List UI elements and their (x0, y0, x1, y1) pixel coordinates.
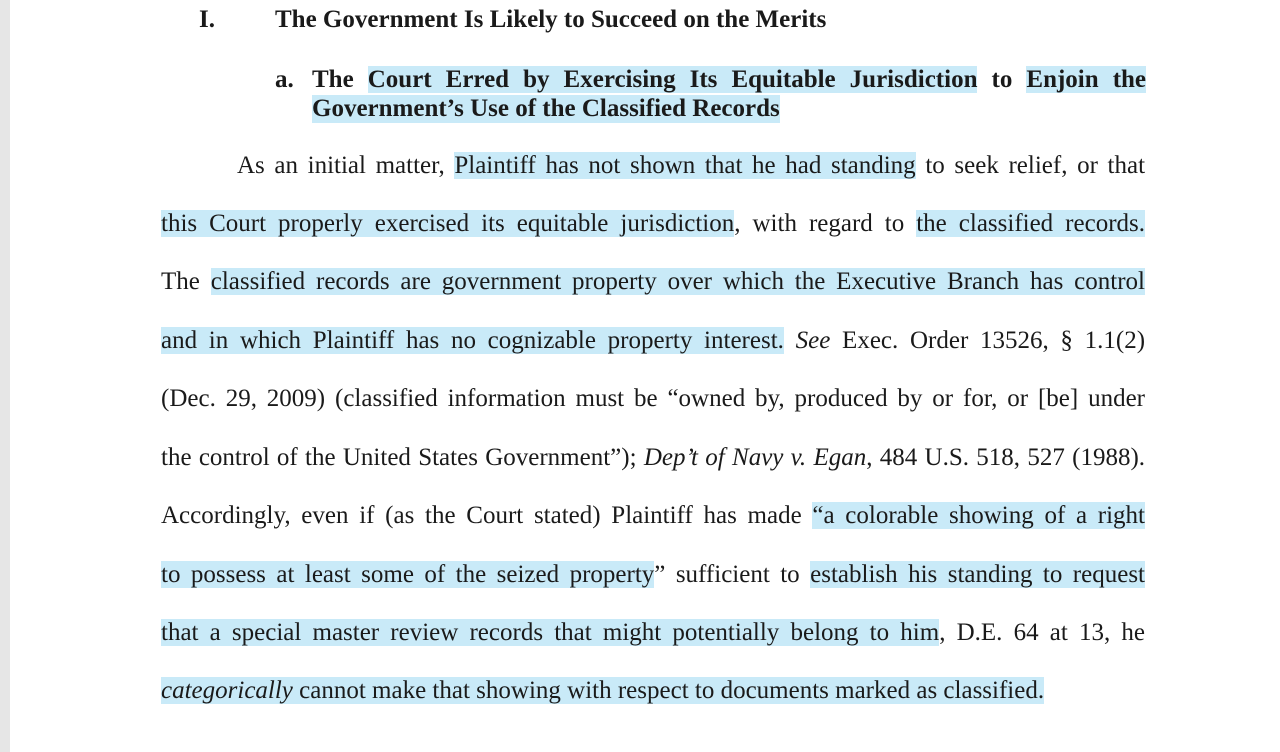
text-run: As an initial matter, (237, 152, 445, 179)
paragraph-line-4 (161, 326, 1145, 356)
paragraph-line-7 (161, 501, 1145, 531)
highlight-run: to possess at least some of the seized property (161, 561, 655, 588)
heading-2-highlight: Court Erred by Exercising Its Equitable Jurisdiction (367, 66, 978, 93)
text-run: , 484 U.S. 518, 527 (1988). (866, 444, 1146, 471)
text-run: the control of the United States Government”); (161, 444, 637, 471)
text-run: , with regard to (734, 210, 905, 237)
heading-2-title-line-1 (312, 66, 1146, 94)
highlight-run: establish his standing to request (810, 561, 1146, 588)
highlight-text: cannot make that showing with respect to documents marked as classified. (299, 677, 1045, 704)
case-name: Dep’t of Navy v. Egan (643, 444, 867, 471)
text-run: The (161, 268, 200, 295)
text-run: , D.E. 64 at 13, he (939, 619, 1145, 646)
heading-2-text: to (991, 66, 1013, 93)
paragraph-line-8 (161, 560, 1145, 590)
paragraph-line-3 (161, 267, 1145, 297)
text-run: to seek relief, or that (925, 152, 1146, 179)
page-left-edge (0, 0, 10, 752)
heading-2-title-line-2: Government’s Use of the Classified Records (312, 95, 780, 122)
text-run: ” sufficient to (654, 561, 800, 588)
emphasis: categorically (161, 677, 293, 704)
highlight-run: the classified records. (916, 210, 1145, 237)
heading-1-number: I. (199, 6, 215, 33)
text-run: Exec. Order 13526, § 1.1(2) (842, 327, 1146, 354)
highlight-run: “a colorable showing of a right (812, 502, 1146, 529)
citation-signal: See (795, 327, 831, 354)
highlight-run (161, 677, 1044, 704)
paragraph-line-5: (Dec. 29, 2009) (classified information must be “owned by, produced by or for, or [be] under (161, 385, 1145, 412)
text-run: Accordingly, even if (as the Court stated) Plaintiff has made (161, 502, 802, 529)
highlight-run: this Court properly exercised its equitable jurisdiction (161, 210, 735, 237)
highlight-run: Plaintiff has not shown that he had standing (454, 152, 916, 179)
paragraph-line-10 (161, 676, 1145, 706)
paragraph-line-1 (237, 151, 1145, 181)
heading-2-letter: a. (275, 66, 294, 93)
heading-2-text: The (312, 66, 354, 93)
paragraph-line-9 (161, 618, 1145, 648)
highlight-run: and in which Plaintiff has no cognizable property interest. (161, 327, 784, 354)
heading-1-title: The Government Is Likely to Succeed on the Merits (275, 6, 827, 33)
heading-2-highlight: Enjoin the (1026, 66, 1147, 93)
paragraph-line-2 (161, 209, 1145, 239)
highlight-run: that a special master review records that might potentially belong to him (161, 619, 940, 646)
highlight-run: classified records are government property over which the Executive Branch has control (210, 268, 1145, 295)
paragraph-line-6 (161, 443, 1145, 473)
